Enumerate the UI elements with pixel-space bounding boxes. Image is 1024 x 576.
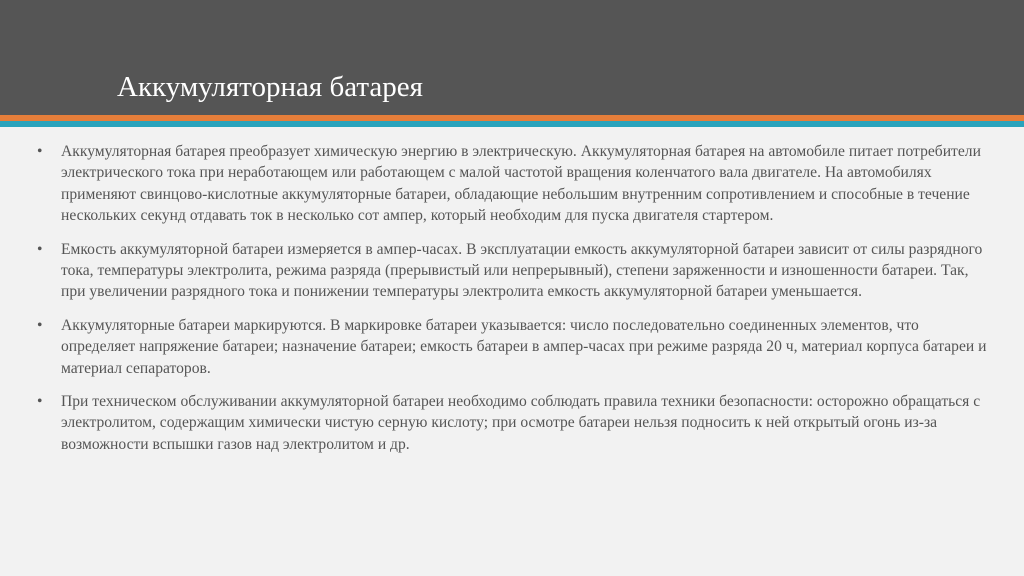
bullet-item xyxy=(37,239,987,303)
bullet-marker: • xyxy=(37,143,43,160)
bullet-item xyxy=(37,315,987,379)
slide-title: Аккумуляторная батарея xyxy=(117,71,423,103)
bullet-marker: • xyxy=(37,240,43,258)
bullet-marker: • xyxy=(37,393,43,411)
bullet-item xyxy=(37,391,987,455)
bullet-marker: • xyxy=(37,316,43,334)
bullet-item xyxy=(37,141,987,227)
bullet-text: При техническом обслуживании аккумуляторной батареи необходимо соблюдать правила техники безопасности: осторожно обращаться с электролитом, содержащим химически чистую серную кислоту; при осмотре батареи нельзя подносить к ней открытый огонь из-за возможности вспышки газов над электролитом и др. xyxy=(61,393,981,453)
title-bar xyxy=(0,0,1024,115)
bullet-text: Аккумуляторная батарея преобразует химическую энергию в электрическую. Аккумуляторная батарея на автомобиле питает потребители электрического тока при неработающем или работающем с малой частотой вращения коленчатого вала двигателе. На автомобилях применяют свинцово-кислотные аккумуляторные батареи, обладающие небольшим внутренним сопротивлением и способные в течение нескольких секунд отдавать ток в несколько сот ампер, который необходим для пуска двигателя стартером. xyxy=(61,143,981,225)
bullet-list xyxy=(37,141,987,467)
accent-stripe-teal xyxy=(0,121,1024,127)
bullet-text: Емкость аккумуляторной батареи измеряется в ампер-часах. В эксплуатации емкость аккумуляторной батареи зависит от силы разрядного тока, температуры электролита, режима разряда (прерывистый или непрерывный), степени заряженности и изношенности батареи. Так, при увеличении разрядного тока и понижении температуры электролита емкость аккумуляторной батареи уменьшается. xyxy=(61,240,983,301)
bullet-text: Аккумуляторные батареи маркируются. В маркировке батареи указывается: число последовательно соединенных элементов, что определяет напряжение батареи; назначение батареи; емкость батареи в ампер-часах при режиме разряда 20 ч, материал корпуса батареи и материал сепараторов. xyxy=(61,316,987,377)
